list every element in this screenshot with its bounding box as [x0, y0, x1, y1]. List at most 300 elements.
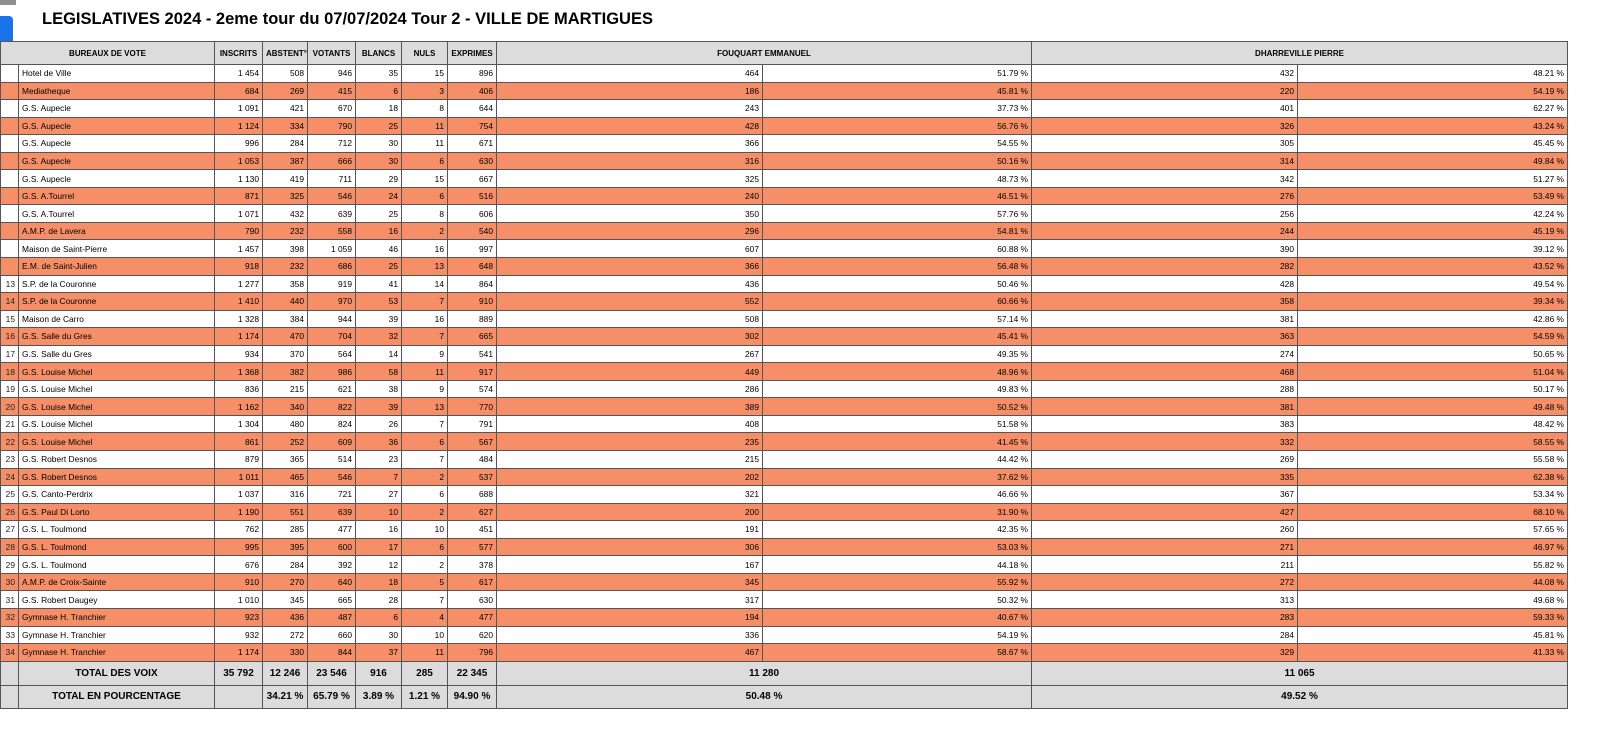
inscrits: 1 162: [215, 398, 263, 416]
nuls: 4: [402, 608, 448, 626]
bureau-name: G.S. Aupecle: [19, 117, 215, 135]
nuls: 10: [402, 626, 448, 644]
blancs: 32: [356, 328, 402, 346]
blancs: 24: [356, 187, 402, 205]
abstent: 419: [263, 170, 308, 188]
exprimes: 671: [448, 135, 497, 153]
votants: 640: [308, 573, 356, 591]
blancs: 39: [356, 310, 402, 328]
pct-candidate-2: 45.81 %: [1298, 626, 1568, 644]
pct-candidate-1: 54.55 %: [763, 135, 1032, 153]
header-votants: VOTANTS: [308, 42, 356, 65]
votes-candidate-1: 552: [497, 293, 763, 311]
pct-candidate-1: 53.03 %: [763, 538, 1032, 556]
blancs: 38: [356, 380, 402, 398]
header-candidate-2: DHARREVILLE PIERRE: [1032, 42, 1568, 65]
abstent: 345: [263, 591, 308, 609]
row-number: 18: [1, 363, 19, 381]
votes-candidate-1: 200: [497, 503, 763, 521]
pct-candidate-1: 49.35 %: [763, 345, 1032, 363]
pct-candidate-2: 43.52 %: [1298, 258, 1568, 276]
table-row: [1, 503, 1568, 521]
pct-candidate-1: 50.46 %: [763, 275, 1032, 293]
abstent: 269: [263, 82, 308, 100]
pct-candidate-2: 50.65 %: [1298, 345, 1568, 363]
totals-percent-row: [1, 685, 1568, 708]
nuls: 5: [402, 573, 448, 591]
blancs: 26: [356, 415, 402, 433]
inscrits: 1 124: [215, 117, 263, 135]
votes-candidate-1: 321: [497, 486, 763, 504]
abstent: 465: [263, 468, 308, 486]
exprimes: 896: [448, 65, 497, 83]
blancs: 18: [356, 100, 402, 118]
votants: 514: [308, 451, 356, 469]
votants: 711: [308, 170, 356, 188]
votes-candidate-2: 383: [1032, 415, 1298, 433]
pct-candidate-2: 53.34 %: [1298, 486, 1568, 504]
inscrits: 1 328: [215, 310, 263, 328]
inscrits: 918: [215, 258, 263, 276]
table-row: [1, 521, 1568, 539]
pct-votants: 65.79 %: [308, 685, 356, 708]
row-number: 17: [1, 345, 19, 363]
total-candidate-2: 11 065: [1032, 661, 1568, 685]
totals-votes-row: [1, 661, 1568, 685]
nuls: 7: [402, 591, 448, 609]
table-row: [1, 100, 1568, 118]
votes-candidate-1: 467: [497, 644, 763, 662]
votants: 621: [308, 380, 356, 398]
bureau-name: Gymnase H. Tranchier: [19, 644, 215, 662]
exprimes: 791: [448, 415, 497, 433]
exprimes: 606: [448, 205, 497, 223]
pct-candidate-2: 45.45 %: [1298, 135, 1568, 153]
nuls: 9: [402, 345, 448, 363]
votes-candidate-1: 317: [497, 591, 763, 609]
nuls: 11: [402, 117, 448, 135]
blancs: 18: [356, 573, 402, 591]
abstent: 395: [263, 538, 308, 556]
row-number: 29: [1, 556, 19, 574]
bureau-name: G.S. Aupecle: [19, 152, 215, 170]
table-row: [1, 222, 1568, 240]
votes-candidate-1: 191: [497, 521, 763, 539]
row-number: [1, 187, 19, 205]
exprimes: 648: [448, 258, 497, 276]
bureau-name: G.S. Canto-Perdrix: [19, 486, 215, 504]
totals-votes-label: TOTAL DES VOIX: [19, 661, 215, 685]
blancs: 25: [356, 117, 402, 135]
pct-candidate-1: 40.67 %: [763, 608, 1032, 626]
blancs: 35: [356, 65, 402, 83]
abstent: 340: [263, 398, 308, 416]
pct-candidate-2: 39.12 %: [1298, 240, 1568, 258]
votes-candidate-2: 288: [1032, 380, 1298, 398]
votants: 970: [308, 293, 356, 311]
votants: 558: [308, 222, 356, 240]
total-abstent: 12 246: [263, 661, 308, 685]
pct-candidate-1: 42.35 %: [763, 521, 1032, 539]
votes-candidate-1: 235: [497, 433, 763, 451]
votes-candidate-2: 332: [1032, 433, 1298, 451]
abstent: 384: [263, 310, 308, 328]
votes-candidate-2: 283: [1032, 608, 1298, 626]
votes-candidate-2: 305: [1032, 135, 1298, 153]
nuls: 8: [402, 100, 448, 118]
nuls: 11: [402, 363, 448, 381]
pct-candidate-2: 49.48 %: [1298, 398, 1568, 416]
blancs: 6: [356, 82, 402, 100]
nuls: 2: [402, 468, 448, 486]
row-number: 20: [1, 398, 19, 416]
table-row: [1, 398, 1568, 416]
table-row: [1, 328, 1568, 346]
pct-candidate-2: 45.19 %: [1298, 222, 1568, 240]
table-row: [1, 152, 1568, 170]
pct-candidate-1: 37.62 %: [763, 468, 1032, 486]
votants: 944: [308, 310, 356, 328]
bureau-name: G.S. L. Toulmond: [19, 538, 215, 556]
totals-percent-label: TOTAL EN POURCENTAGE: [19, 685, 215, 708]
votes-candidate-1: 194: [497, 608, 763, 626]
total-exprimes: 22 345: [448, 661, 497, 685]
exprimes: 917: [448, 363, 497, 381]
exprimes: 540: [448, 222, 497, 240]
exprimes: 617: [448, 573, 497, 591]
blancs: 23: [356, 451, 402, 469]
abstent: 316: [263, 486, 308, 504]
pct-candidate-2: 58.55 %: [1298, 433, 1568, 451]
bureau-name: E.M. de Saint-Julien: [19, 258, 215, 276]
blancs: 12: [356, 556, 402, 574]
inscrits: 1 130: [215, 170, 263, 188]
blancs: 41: [356, 275, 402, 293]
abstent: 215: [263, 380, 308, 398]
bureau-name: G.S. Aupecle: [19, 170, 215, 188]
votants: 1 059: [308, 240, 356, 258]
blancs: 30: [356, 152, 402, 170]
abstent: 440: [263, 293, 308, 311]
pct-candidate-1: 55.92 %: [763, 573, 1032, 591]
inscrits: 676: [215, 556, 263, 574]
pct-candidate-2: 54.59 %: [1298, 328, 1568, 346]
exprimes: 567: [448, 433, 497, 451]
votes-candidate-1: 202: [497, 468, 763, 486]
exprimes: 630: [448, 591, 497, 609]
votants: 665: [308, 591, 356, 609]
row-number: [1, 258, 19, 276]
inscrits: 1 037: [215, 486, 263, 504]
abstent: 551: [263, 503, 308, 521]
abstent: 284: [263, 135, 308, 153]
pct-candidate-2: 46.97 %: [1298, 538, 1568, 556]
table-row: [1, 451, 1568, 469]
votes-candidate-2: 427: [1032, 503, 1298, 521]
pct-candidate-1: 57.76 %: [763, 205, 1032, 223]
votes-candidate-1: 408: [497, 415, 763, 433]
blancs: 25: [356, 258, 402, 276]
row-number: [1, 205, 19, 223]
pct-candidate-2: 49.54 %: [1298, 275, 1568, 293]
table-row: [1, 117, 1568, 135]
votes-candidate-1: 449: [497, 363, 763, 381]
pct-candidate-2: 39.34 %: [1298, 293, 1568, 311]
inscrits: 1 454: [215, 65, 263, 83]
votants: 824: [308, 415, 356, 433]
abstent: 387: [263, 152, 308, 170]
table-row: [1, 170, 1568, 188]
inscrits: 861: [215, 433, 263, 451]
votes-candidate-2: 358: [1032, 293, 1298, 311]
exprimes: 541: [448, 345, 497, 363]
abstent: 480: [263, 415, 308, 433]
nuls: 2: [402, 503, 448, 521]
votes-candidate-1: 296: [497, 222, 763, 240]
pct-candidate-1: 48.73 %: [763, 170, 1032, 188]
votes-candidate-2: 381: [1032, 398, 1298, 416]
pct-candidate-1: 45.41 %: [763, 328, 1032, 346]
table-row: [1, 626, 1568, 644]
bureau-name: A.M.P. de Croix-Sainte: [19, 573, 215, 591]
table-row: [1, 82, 1568, 100]
votants: 487: [308, 608, 356, 626]
votes-candidate-1: 316: [497, 152, 763, 170]
row-number: 34: [1, 644, 19, 662]
pct-abstent: 34.21 %: [263, 685, 308, 708]
pct-candidate-2: 62.27 %: [1298, 100, 1568, 118]
inscrits: 790: [215, 222, 263, 240]
row-number: 33: [1, 626, 19, 644]
nuls: 15: [402, 65, 448, 83]
row-number: [1, 152, 19, 170]
votes-candidate-2: 272: [1032, 573, 1298, 591]
votes-candidate-2: 269: [1032, 451, 1298, 469]
header-abstent: ABSTENT°: [263, 42, 308, 65]
blancs: 27: [356, 486, 402, 504]
pct-candidate-1: 51.58 %: [763, 415, 1032, 433]
pct-candidate-2: 55.58 %: [1298, 451, 1568, 469]
votes-candidate-2: 211: [1032, 556, 1298, 574]
votants: 919: [308, 275, 356, 293]
inscrits: 1 410: [215, 293, 263, 311]
blancs: 46: [356, 240, 402, 258]
votants: 790: [308, 117, 356, 135]
inscrits: 1 071: [215, 205, 263, 223]
totals-row-number: [1, 661, 19, 685]
pct-candidate-1: 44.18 %: [763, 556, 1032, 574]
nuls: 7: [402, 415, 448, 433]
exprimes: 754: [448, 117, 497, 135]
table-row: [1, 345, 1568, 363]
blancs: 16: [356, 222, 402, 240]
row-number: [1, 100, 19, 118]
pct-candidate-1: 60.66 %: [763, 293, 1032, 311]
votes-candidate-1: 366: [497, 258, 763, 276]
abstent: 232: [263, 222, 308, 240]
abstent: 432: [263, 205, 308, 223]
bureau-name: G.S. Aupecle: [19, 100, 215, 118]
inscrits: 1 053: [215, 152, 263, 170]
nuls: 6: [402, 538, 448, 556]
nuls: 6: [402, 152, 448, 170]
exprimes: 574: [448, 380, 497, 398]
votes-candidate-2: 363: [1032, 328, 1298, 346]
exprimes: 577: [448, 538, 497, 556]
nuls: 8: [402, 205, 448, 223]
exprimes: 688: [448, 486, 497, 504]
pct-candidate-1: 58.67 %: [763, 644, 1032, 662]
exprimes: 864: [448, 275, 497, 293]
blancs: 39: [356, 398, 402, 416]
row-number: 13: [1, 275, 19, 293]
blancs: 7: [356, 468, 402, 486]
nuls: 7: [402, 293, 448, 311]
inscrits: 934: [215, 345, 263, 363]
votes-candidate-1: 366: [497, 135, 763, 153]
votes-candidate-1: 186: [497, 82, 763, 100]
row-number: 25: [1, 486, 19, 504]
votants: 600: [308, 538, 356, 556]
header-exprimes: EXPRIMES: [448, 42, 497, 65]
votants: 477: [308, 521, 356, 539]
nuls: 13: [402, 258, 448, 276]
pct-candidate-1: 46.51 %: [763, 187, 1032, 205]
row-number: 24: [1, 468, 19, 486]
votes-candidate-2: 468: [1032, 363, 1298, 381]
abstent: 232: [263, 258, 308, 276]
table-row: [1, 310, 1568, 328]
bureau-name: S.P. de la Couronne: [19, 275, 215, 293]
votes-candidate-2: 367: [1032, 486, 1298, 504]
inscrits: 1 457: [215, 240, 263, 258]
bureau-name: G.S. Louise Michel: [19, 363, 215, 381]
exprimes: 627: [448, 503, 497, 521]
nuls: 3: [402, 82, 448, 100]
table-row: [1, 258, 1568, 276]
pct-candidate-2: 49.68 %: [1298, 591, 1568, 609]
votants: 660: [308, 626, 356, 644]
pct-candidate-1: 56.48 %: [763, 258, 1032, 276]
pct-candidate-1: 49.83 %: [763, 380, 1032, 398]
blancs: 14: [356, 345, 402, 363]
nuls: 15: [402, 170, 448, 188]
pct-candidate-2: 68.10 %: [1298, 503, 1568, 521]
votes-candidate-2: 284: [1032, 626, 1298, 644]
abstent: 284: [263, 556, 308, 574]
blancs: 30: [356, 626, 402, 644]
abstent: 285: [263, 521, 308, 539]
row-number: 30: [1, 573, 19, 591]
bureau-name: G.S. Aupecle: [19, 135, 215, 153]
header-blancs: BLANCS: [356, 42, 402, 65]
total-candidate-1: 11 280: [497, 661, 1032, 685]
abstent: 252: [263, 433, 308, 451]
abstent: 272: [263, 626, 308, 644]
row-number: 21: [1, 415, 19, 433]
votes-candidate-2: 276: [1032, 187, 1298, 205]
exprimes: 484: [448, 451, 497, 469]
table-row: [1, 380, 1568, 398]
votants: 564: [308, 345, 356, 363]
exprimes: 516: [448, 187, 497, 205]
abstent: 270: [263, 573, 308, 591]
votants: 670: [308, 100, 356, 118]
header-inscrits: INSCRITS: [215, 42, 263, 65]
pct-candidate-2: 57.65 %: [1298, 521, 1568, 539]
exprimes: 665: [448, 328, 497, 346]
votants: 546: [308, 468, 356, 486]
abstent: 370: [263, 345, 308, 363]
votants: 666: [308, 152, 356, 170]
pct-candidate-2: 62.38 %: [1298, 468, 1568, 486]
abstent: 365: [263, 451, 308, 469]
exprimes: 770: [448, 398, 497, 416]
pct-candidate-2: 48.21 %: [1298, 65, 1568, 83]
bureau-name: G.S. Salle du Gres: [19, 345, 215, 363]
pct-candidate-1: 50.48 %: [497, 685, 1032, 708]
inscrits: 1 174: [215, 644, 263, 662]
votes-candidate-2: 428: [1032, 275, 1298, 293]
bureau-name: G.S. A.Tourrel: [19, 187, 215, 205]
pct-candidate-1: 41.45 %: [763, 433, 1032, 451]
bureau-name: G.S. Louise Michel: [19, 415, 215, 433]
bureau-name: G.S. Robert Daugey: [19, 591, 215, 609]
pct-candidate-1: 45.81 %: [763, 82, 1032, 100]
row-number: [1, 82, 19, 100]
inscrits: 1 190: [215, 503, 263, 521]
abstent: 330: [263, 644, 308, 662]
nuls: 6: [402, 486, 448, 504]
exprimes: 667: [448, 170, 497, 188]
table-row: [1, 205, 1568, 223]
votes-candidate-1: 325: [497, 170, 763, 188]
table-row: [1, 135, 1568, 153]
bureau-name: G.S. Salle du Gres: [19, 328, 215, 346]
votes-candidate-1: 607: [497, 240, 763, 258]
table-row: [1, 538, 1568, 556]
exprimes: 477: [448, 608, 497, 626]
votants: 712: [308, 135, 356, 153]
row-number: [1, 240, 19, 258]
nuls: 14: [402, 275, 448, 293]
inscrits: 836: [215, 380, 263, 398]
votes-candidate-1: 302: [497, 328, 763, 346]
pct-exprimes: 94.90 %: [448, 685, 497, 708]
bureau-name: Maison de Saint-Pierre: [19, 240, 215, 258]
pct-candidate-1: 50.32 %: [763, 591, 1032, 609]
votants: 639: [308, 503, 356, 521]
nuls: 16: [402, 310, 448, 328]
row-number: 26: [1, 503, 19, 521]
pct-candidate-1: 54.19 %: [763, 626, 1032, 644]
table-row: [1, 65, 1568, 83]
nuls: 2: [402, 556, 448, 574]
results-table: [0, 41, 1568, 709]
votes-candidate-1: 336: [497, 626, 763, 644]
pct-candidate-1: 50.16 %: [763, 152, 1032, 170]
votes-candidate-1: 350: [497, 205, 763, 223]
table-row: [1, 486, 1568, 504]
toolbar-top-bar: [0, 0, 16, 5]
inscrits: 1 304: [215, 415, 263, 433]
inscrits: 1 277: [215, 275, 263, 293]
votes-candidate-2: 329: [1032, 644, 1298, 662]
pct-candidate-1: 48.96 %: [763, 363, 1032, 381]
votes-candidate-2: 271: [1032, 538, 1298, 556]
nuls: 16: [402, 240, 448, 258]
table-row: [1, 468, 1568, 486]
